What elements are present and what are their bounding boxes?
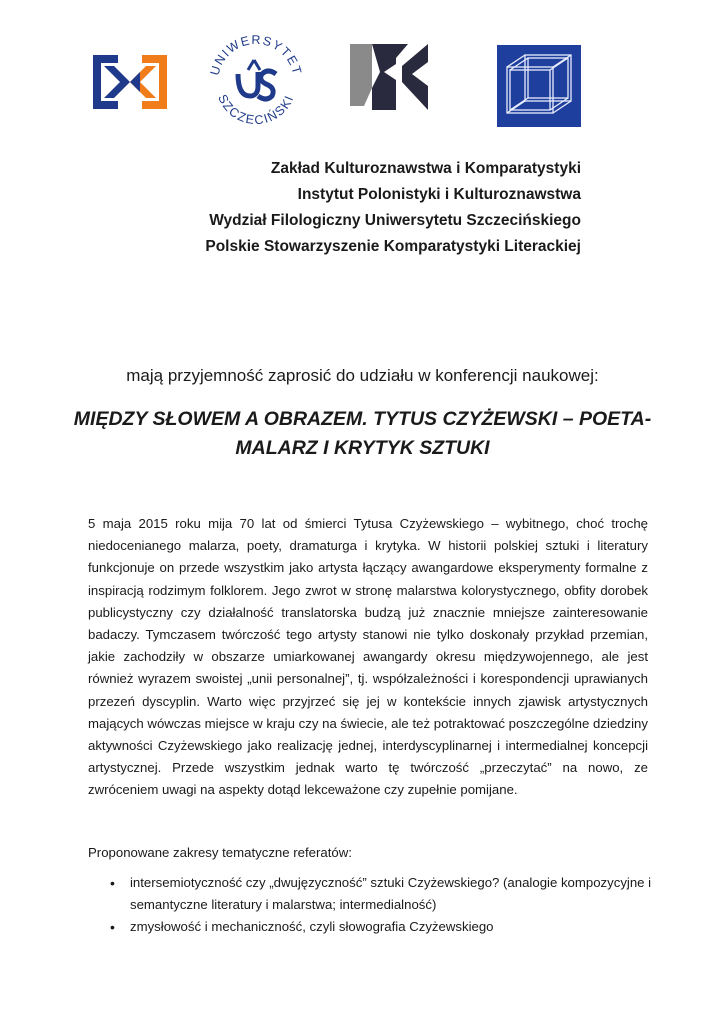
logo-row <box>0 30 725 130</box>
university-szczecin-seal <box>204 30 308 130</box>
topics-list <box>88 872 658 938</box>
description-text: 5 maja 2015 roku mija 70 lat od śmierci Tytusa Czyżewskiego – wybitnego, choć trochę niedocenianego malarza, poety, dramaturga i krytyka. W historii polskiej sztuki i literatury funkcjonuje on przede wszystkim jako artysta łączący awangardowe eksperymenty formalne z inspiracją rodzimym folklorem. Jego zwrot w stronę malarstwa kolorystycznego, obfity dorobek publicystyczny czy działalność translatorska budzą już znacznie mniejsze zainteresowanie badaczy. Tymczasem twórczość tego artysty stanowi nie tylko doskonały przykład przemian, jakie zachodziły w obszarze umiarkowanej awangardy okresu międzywojennego, ale jest również wyrazem swoistej „unii personalnej”, tj. współzależności i korespondencji uprawianych przezeń dyscyplin. Warto więc przyjrzeć się jej w kontekście innych zjawisk artystycznych mających wówczas miejsce w kraju czy na świecie, ale też potraktować poszczególne dziedziny aktywności Czyżewskiego jako realizację jednej, interdyscyplinarnej i intermedialnej koncepcji artystycznej. Przede wszystkim jednak warto tę twórczość „przeczytać” na nowo, ze zwróceniem uwagi na aspekty dotąd lekceważone czy zupełnie pomijane. <box>88 516 648 798</box>
conference-title-line-1: MIĘDZY SŁOWEM A OBRAZEM. TYTUS CZYŻEWSKI – POETA- <box>73 408 652 430</box>
conference-title-line-2: MALARZ I KRYTYK SZTUKI <box>235 437 490 459</box>
svg-text:SZCZECIŃSKI <box>215 92 297 127</box>
description-paragraph <box>88 513 648 802</box>
list-item: • intersemiotyczność czy „dwujęzyczność” sztuki Czyżewskiego? (analogie kompozycyjne i semantyczne literatury i malarstwa; intermedialność) <box>88 872 658 916</box>
organizer-line: Instytut Polonistyki i Kulturoznawstwa <box>297 186 581 203</box>
impossible-cube-icon <box>497 45 581 127</box>
organizer-line: Polskie Stowarzyszenie Komparatystyki Literackiej <box>205 238 581 255</box>
organizers-block <box>205 156 581 260</box>
invitation-text: mają przyjemność zaprosić do udziału w konferencji naukowej: <box>126 366 599 385</box>
ipk-logo-icon <box>350 44 430 110</box>
seal-text-bottom: SZCZECIŃSKI <box>215 92 297 128</box>
seal-text-top: UNIWERSYTET <box>207 32 305 78</box>
svg-text:UNIWERSYTET <box>208 33 305 77</box>
topics-heading: Proponowane zakresy tematyczne referatów: <box>88 845 352 860</box>
organizer-line: Wydział Filologiczny Uniwersytetu Szczecińskiego <box>209 212 581 229</box>
conference-title <box>60 405 665 463</box>
kk-logo-icon <box>90 52 170 112</box>
organizer-line: Zakład Kulturoznawstwa i Komparatystyki <box>270 160 581 177</box>
list-item: • zmysłowość i mechaniczność, czyli słowografia Czyżewskiego <box>88 916 658 938</box>
